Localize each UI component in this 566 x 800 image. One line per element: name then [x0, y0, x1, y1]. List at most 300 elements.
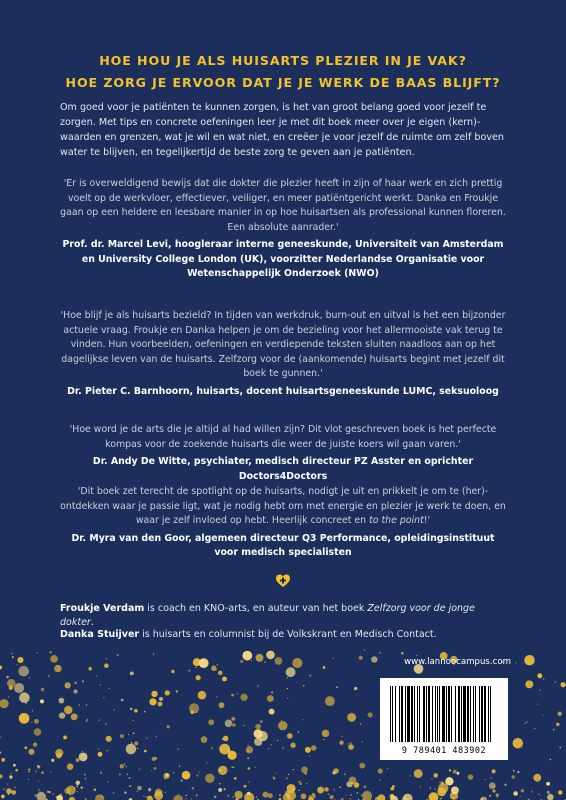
gold-dot [34, 794, 36, 796]
gold-dot [127, 774, 128, 775]
gold-dot [247, 792, 251, 796]
gold-dot [153, 653, 154, 654]
gold-dot [543, 678, 544, 679]
gold-dot [76, 785, 78, 787]
gold-dot [98, 748, 99, 749]
gold-dot [190, 710, 194, 714]
quote-text: 'Hoe word je de arts die je altijd al had willen zijn? Dit vlot geschreven boek is het perfecte kompas voor de zoekende huisarts die weer de juiste koers wil gaan varen.' [69, 424, 497, 450]
gold-dot [148, 788, 151, 791]
gold-dot [9, 775, 12, 778]
gold-dot [49, 791, 51, 793]
gold-dot [28, 771, 30, 773]
gold-dot [216, 696, 217, 697]
gold-dot [273, 777, 275, 779]
gold-dot [231, 767, 232, 768]
gold-dot [540, 690, 541, 691]
quote-author: Dr. Myra van den Goor, algemeen directeur Q3 Performance, opleidingsinstituut voor medisch specialisten [71, 532, 495, 558]
gold-dot [19, 713, 30, 724]
gold-dot [232, 723, 236, 727]
publisher-website: www.lannoocampus.com [404, 657, 511, 667]
gold-dot [107, 781, 108, 782]
gold-dot [468, 774, 474, 780]
gold-dot [6, 676, 8, 678]
gold-dot [322, 730, 330, 738]
gold-dot [41, 688, 45, 692]
gold-dot [281, 720, 282, 721]
gold-dot [282, 747, 283, 748]
gold-dot [533, 774, 541, 782]
gold-dot [8, 696, 9, 697]
gold-dot [455, 769, 456, 770]
gold-dot [11, 653, 13, 655]
gold-dot [41, 772, 43, 774]
gold-dot [347, 713, 356, 722]
gold-dot [106, 658, 107, 659]
gold-dot [173, 795, 183, 800]
gold-dot [219, 744, 230, 755]
gold-dot [219, 783, 221, 785]
gold-dot [380, 780, 381, 781]
gold-dot [0, 665, 2, 669]
gold-dot [513, 738, 524, 749]
gold-dot [218, 788, 222, 792]
gold-dot [451, 779, 452, 780]
gold-dot [268, 793, 273, 798]
gold-dot [119, 773, 121, 775]
gold-dot [85, 778, 86, 779]
gold-dot [342, 736, 343, 737]
gold-dot [16, 664, 17, 665]
gold-dot [165, 792, 166, 793]
gold-dot [268, 748, 269, 749]
gold-dot [354, 687, 357, 690]
gold-dot [235, 791, 243, 799]
gold-dot [196, 775, 198, 777]
gold-dot [37, 765, 40, 768]
barcode-bar [451, 686, 452, 742]
gold-dot [246, 746, 253, 753]
gold-dot [164, 778, 166, 780]
gold-dot [51, 759, 54, 762]
gold-dot [547, 794, 554, 800]
gold-dot [492, 769, 496, 773]
gold-dot [273, 776, 274, 777]
gold-dot [484, 779, 485, 780]
gold-dot [339, 741, 343, 745]
gold-dot [100, 772, 102, 774]
gold-dot [12, 790, 17, 795]
barcode-bar [419, 686, 420, 742]
gold-dot [225, 720, 233, 728]
gold-dot [205, 774, 214, 783]
gold-dot [287, 688, 288, 689]
barcode-bar [401, 686, 403, 742]
gold-dot [511, 775, 515, 779]
gold-dot [378, 769, 383, 774]
gold-dot [233, 767, 234, 768]
gold-dot [218, 671, 223, 676]
gold-dot [171, 670, 174, 673]
gold-dot [553, 729, 554, 730]
barcode-bar [426, 686, 427, 742]
gold-dot [121, 699, 124, 702]
gold-dot [214, 796, 217, 799]
gold-dot [345, 794, 346, 795]
gold-dot [234, 777, 237, 780]
headline [0, 50, 566, 94]
gold-dot [219, 702, 225, 708]
gold-dot [18, 666, 29, 677]
quote-author: Dr. Andy De Witte, psychiater, medisch directeur PZ Asster en oprichter Doctors4Doctors [92, 456, 474, 482]
gold-dot [82, 751, 83, 752]
gold-dot [292, 658, 302, 668]
gold-dot [109, 688, 110, 689]
quote-author: Prof. dr. Marcel Levi, hoogleraar interne geneeskunde, Universiteit van Amsterdam en University College London (UK), voorzitter Nederlandse Organisatie voor Wetenschappelijk Onderzoek (NWO) [62, 239, 504, 279]
gold-dot [451, 786, 459, 794]
gold-dot [147, 795, 153, 800]
gold-dot [344, 773, 346, 775]
gold-dot [547, 791, 550, 794]
gold-dot [101, 796, 102, 797]
gold-dot [196, 794, 198, 796]
barcode-bar [488, 686, 489, 742]
gold-dot [0, 751, 1, 753]
gold-dot [177, 748, 178, 749]
gold-dot [144, 711, 146, 713]
gold-dot [247, 757, 249, 759]
gold-dot [520, 796, 521, 797]
gold-dot [403, 794, 413, 800]
gold-dot [4, 789, 5, 790]
gold-dot [492, 789, 495, 792]
gold-dot [158, 702, 163, 707]
gold-dot [311, 745, 316, 750]
gold-dot [271, 744, 272, 745]
gold-dot [100, 684, 101, 685]
gold-dot [84, 774, 85, 775]
gold-dot [181, 780, 183, 782]
gold-dot [309, 675, 311, 677]
gold-dot [309, 795, 313, 799]
book-title: Zelfzorg voor de jonge dokter [60, 603, 475, 628]
barcode-bar [448, 686, 450, 742]
gold-dot [178, 794, 179, 795]
gold-dot [504, 784, 506, 786]
gold-dot [303, 719, 304, 720]
gold-dot [134, 741, 138, 745]
gold-dot [12, 656, 14, 658]
gold-dot [430, 787, 432, 789]
barcode-bar [481, 686, 483, 742]
gold-dot [356, 792, 358, 794]
gold-dot [513, 791, 518, 796]
gold-dot [494, 786, 496, 788]
gold-dot [28, 749, 34, 755]
barcode-bar [458, 686, 460, 742]
gold-dot [368, 712, 373, 717]
gold-dot [10, 773, 11, 774]
gold-dot [255, 724, 261, 730]
barcode [380, 678, 508, 760]
gold-dot [240, 660, 243, 663]
gold-dot [298, 790, 299, 791]
gold-dot [32, 710, 33, 711]
gold-dot [86, 720, 88, 722]
gold-dot [130, 708, 132, 710]
gold-dot [416, 655, 417, 656]
quote-block-4 [60, 485, 506, 561]
gold-dot [434, 789, 435, 790]
barcode-bar [446, 686, 447, 742]
gold-dot [59, 712, 65, 718]
gold-dot [0, 736, 1, 737]
gold-dot [1, 758, 5, 762]
gold-dot [364, 649, 365, 650]
gold-dot [247, 745, 248, 746]
quote-emphasis: to the point [369, 515, 424, 526]
gold-dot [392, 785, 395, 788]
gold-dot [288, 774, 289, 775]
gold-dot [224, 788, 226, 790]
gold-dot [86, 704, 87, 705]
gold-dot [559, 747, 561, 749]
gold-dot [350, 798, 351, 799]
gold-dot [15, 769, 18, 772]
gold-dot [76, 758, 80, 762]
gold-dot [560, 682, 565, 687]
gold-dot [50, 655, 58, 663]
gold-dot [133, 732, 135, 734]
gold-dot [410, 775, 411, 776]
gold-dot [317, 787, 324, 794]
gold-dot [349, 742, 351, 744]
barcode-bar [392, 686, 393, 742]
gold-dot [79, 752, 88, 761]
barcode-bar [390, 686, 391, 742]
gold-dot [350, 794, 351, 795]
gold-dot [129, 777, 131, 779]
gold-dot [132, 720, 133, 721]
gold-dot [106, 750, 107, 751]
gold-dot [271, 691, 273, 693]
gold-dot [198, 691, 207, 700]
gold-dot [279, 794, 281, 796]
gold-dot [298, 731, 300, 733]
gold-dot [192, 787, 194, 789]
gold-dot [28, 769, 30, 771]
headline-line-1: HOE HOU JE ALS HUISARTS PLEZIER IN JE VAK? [99, 53, 467, 68]
barcode-bar [470, 686, 471, 742]
barcode-bar [479, 686, 480, 742]
gold-dot [137, 748, 138, 749]
barcode-bar [414, 686, 415, 742]
gold-dot [293, 769, 294, 770]
gold-dot [1, 795, 5, 799]
gold-dot [131, 742, 133, 744]
gold-dot [554, 681, 556, 683]
gold-dot [420, 786, 421, 787]
gold-dot [223, 736, 229, 742]
gold-dot [206, 762, 207, 763]
gold-dot [323, 666, 326, 669]
gold-dot [217, 664, 218, 665]
gold-dot [240, 694, 247, 701]
gold-dot [301, 767, 308, 774]
gold-dot [243, 725, 244, 726]
barcode-bar [405, 686, 406, 742]
gold-dot [264, 661, 266, 663]
gold-dot [0, 774, 3, 779]
gold-dot [13, 764, 16, 767]
gold-dot [401, 652, 404, 655]
gold-dot [31, 721, 32, 722]
gold-dot [196, 675, 201, 680]
gold-dot [156, 736, 157, 737]
gold-dot [359, 763, 365, 769]
gold-dot [287, 733, 293, 739]
gold-dot [78, 704, 80, 706]
gold-dot [50, 771, 51, 772]
gold-dot [113, 792, 114, 793]
gold-dot [130, 671, 134, 675]
gold-dot [176, 690, 178, 692]
gold-dot [276, 773, 277, 774]
gold-dot [323, 739, 324, 740]
gold-dot [146, 737, 148, 739]
gold-dot [64, 682, 70, 688]
headline-line-2: HOE ZORG JE ERVOOR DAT JE JE WERK DE BAAS BLIJFT? [65, 75, 501, 90]
gold-dot [333, 789, 334, 790]
gold-dot [186, 795, 188, 797]
gold-dot [339, 786, 341, 788]
gold-dot [222, 677, 227, 682]
gold-dot [77, 791, 78, 792]
gold-dot [37, 792, 46, 800]
gold-dot [28, 779, 29, 780]
quote-author: Dr. Pieter C. Barnhoorn, huisarts, docent huisartsgeneeskunde LUMC, seksuoloog [67, 385, 499, 397]
gold-dot [134, 709, 138, 713]
barcode-bar [407, 686, 410, 742]
gold-dot [524, 655, 534, 665]
gold-dot [236, 693, 237, 694]
gold-dot [364, 785, 367, 788]
gold-dot [556, 723, 559, 726]
quote-text: 'Hoe blijf je als huisarts bezield? In tijden van werkdruk, burn-out en uitval is het een bijzonder actuele vraag. Froukje en Danka helpen je om de bezieling voor het allermooiste vak terug te vinden. Hun voorbeelden, oefeningen en verdiepende teksten sluiten naadloos aan op het dagelijkse leven van de huisarts. Zelfzorg voor de (aankomende) huisarts begint met jezelf dit boek te gunnen.' [60, 310, 506, 379]
gold-dot [328, 793, 330, 795]
gold-dot [329, 795, 333, 799]
gold-dot [94, 789, 96, 791]
gold-dot [438, 788, 440, 790]
gold-dot [120, 764, 124, 768]
gold-dot [359, 656, 363, 660]
gold-dot [525, 723, 526, 724]
barcode-bar [411, 686, 413, 742]
gold-dot [362, 741, 363, 742]
gold-dot [34, 719, 39, 724]
gold-dot [278, 721, 287, 730]
gold-dot [188, 670, 190, 672]
gold-dot [173, 772, 174, 773]
gold-dot [159, 697, 163, 701]
gold-dot [251, 660, 252, 661]
quote-text: 'Er is overweldigend bewijs dat die dokter die plezier heeft in zijn of haar werk en zich prettig voelt op de werkvloer, effectiever, veiliger, en meer patiëntgericht werkt. Danka en Froukje gaan op een heldere en leesbare manier in op hoe huisartsen als professional kunnen floreren. Een absolute aanrader.' [60, 178, 506, 233]
gold-dot [191, 798, 192, 799]
gold-dot [305, 747, 311, 753]
gold-dot [231, 694, 234, 697]
gold-dot [348, 744, 354, 750]
gold-dot [211, 748, 212, 749]
gold-dot [267, 695, 274, 702]
barcode-bar [490, 686, 491, 742]
gold-dot [290, 743, 295, 748]
gold-dot [277, 740, 278, 741]
gold-dot [349, 777, 357, 785]
gold-dot [66, 786, 75, 795]
gold-dot [167, 725, 170, 728]
quote-block-3 [60, 423, 506, 484]
gold-dot [263, 792, 269, 798]
gold-dot [208, 719, 214, 725]
gold-dot [347, 743, 348, 744]
gold-dot [336, 686, 338, 688]
gold-dot [74, 682, 76, 684]
gold-dot [286, 667, 296, 677]
gold-dot [269, 709, 275, 715]
gold-dot [103, 697, 104, 698]
gold-dot [33, 742, 37, 746]
gold-dot [361, 795, 362, 796]
gold-dot [126, 766, 127, 767]
gold-dot [151, 691, 157, 697]
heart-cross-icon [276, 574, 290, 588]
barcode-bar [461, 686, 462, 742]
gold-dot [258, 685, 259, 686]
gold-dot [537, 704, 538, 705]
quote-block-1 [60, 177, 506, 282]
gold-dot [379, 652, 380, 653]
gold-dot [249, 768, 250, 769]
gold-dot [527, 721, 528, 722]
gold-dot [521, 747, 522, 748]
gold-dot [38, 789, 39, 790]
barcode-bars [388, 686, 500, 744]
gold-dot [287, 677, 288, 678]
gold-dot [96, 676, 97, 677]
gold-dot [260, 720, 263, 723]
barcode-bar [473, 686, 474, 742]
gold-dot [59, 698, 65, 704]
gold-dot [513, 770, 515, 772]
gold-dot [489, 795, 491, 797]
gold-dot [60, 793, 62, 795]
gold-dot [14, 787, 15, 788]
gold-dot [143, 796, 144, 797]
quote-block-2 [60, 309, 506, 399]
gold-dot [324, 787, 329, 792]
gold-dot [17, 657, 23, 663]
gold-dot [0, 699, 9, 708]
gold-dot [538, 794, 539, 795]
gold-dot [516, 662, 517, 663]
gold-dot [490, 777, 491, 778]
gold-dot [177, 798, 178, 799]
gold-dot [99, 719, 100, 720]
gold-dot [441, 798, 442, 799]
gold-dot [439, 782, 440, 783]
barcode-bar [435, 686, 436, 742]
barcode-bar [439, 686, 440, 742]
gold-dot [76, 781, 80, 785]
